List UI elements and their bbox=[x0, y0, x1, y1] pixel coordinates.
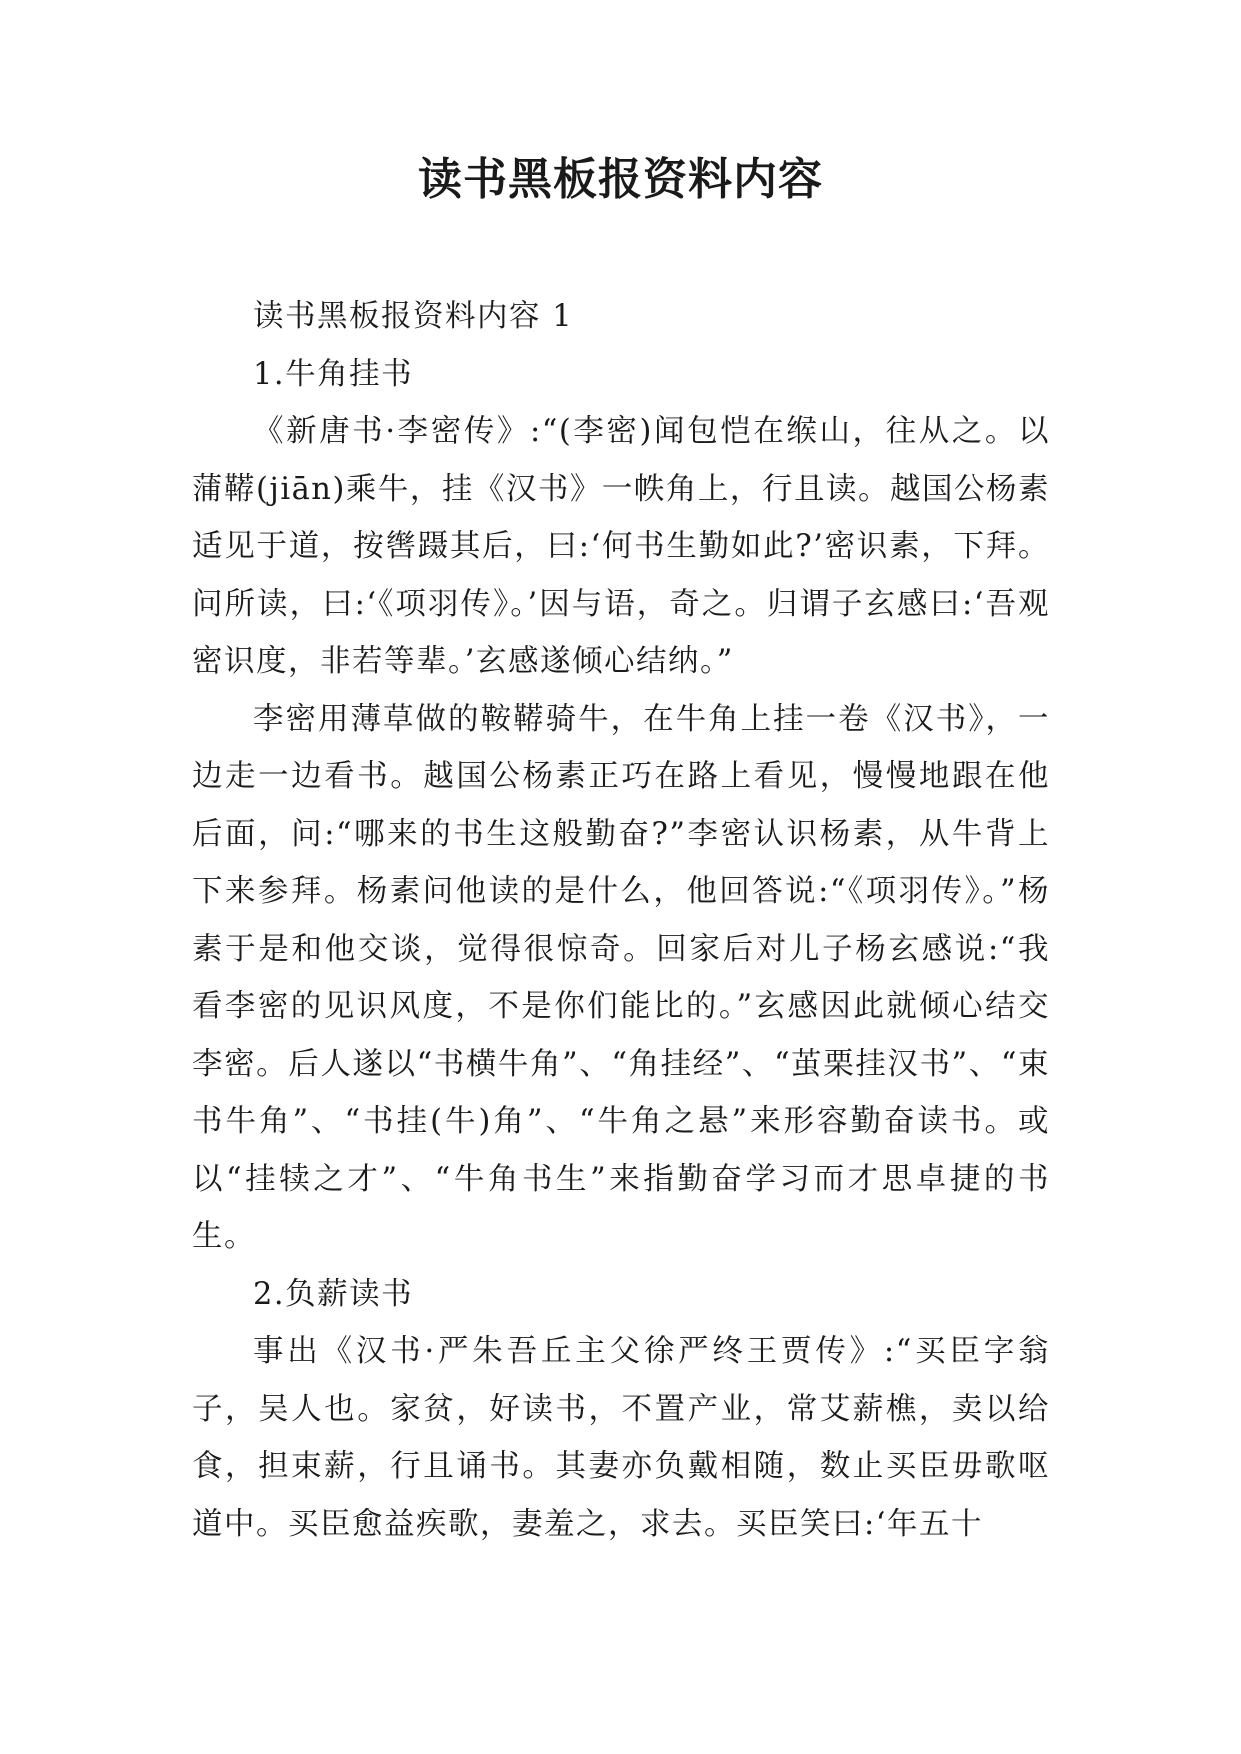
document-title: 读书黑板报资料内容 bbox=[418, 154, 823, 205]
body-paragraph: 《新唐书·李密传》:“(李密)闻包恺在缑山，往从之。以蒲鞯(jiān)乘牛，挂《汉书》一帙角上，行且读。越国公杨素适见于道，按辔蹑其后，曰:‘何书生勤如此?’密识素，下拜。问所读，曰:‘《项羽传》。’因与语，奇之。归谓子玄感曰:‘吾观密识度，非若等辈。’玄感遂倾心结纳。” bbox=[192, 414, 1050, 679]
section-heading: 读书黑板报资料内容 1 bbox=[253, 299, 574, 334]
document-body bbox=[192, 288, 1050, 1553]
subsection-heading: 1.牛角挂书 bbox=[253, 356, 414, 392]
body-paragraph: 事出《汉书·严朱吾丘主父徐严终王贾传》:“买臣字翁子，吴人也。家贫，好读书，不置产业，常艾薪樵，卖以给食，担束薪，行且诵书。其妻亦负戴相随，数止买臣毋歌呕道中。买臣愈益疾歌，妻羞之，求去。买臣笑曰:‘年五十 bbox=[192, 1334, 1050, 1542]
subsection-heading: 2.负薪读书 bbox=[253, 1276, 414, 1312]
body-paragraph: 李密用薄草做的鞍鞯骑牛，在牛角上挂一卷《汉书》，一边走一边看书。越国公杨素正巧在路上看见，慢慢地跟在他后面，问:“哪来的书生这般勤奋?”李密认识杨素，从牛背上下来参拜。杨素问他读的是什么，他回答说:“《项羽传》。”杨素于是和他交谈，觉得很惊奇。回家后对儿子杨玄感说:“我看李密的见识风度，不是你们能比的。”玄感因此就倾心结交李密。后人遂以“书横牛角”、“角挂经”、“茧栗挂汉书”、“束书牛角”、“书挂(牛)角”、“牛角之悬”来形容勤奋读书。或以“挂犊之才”、“牛角书生”来指勤奋学习而才思卓捷的书生。 bbox=[192, 701, 1050, 1254]
